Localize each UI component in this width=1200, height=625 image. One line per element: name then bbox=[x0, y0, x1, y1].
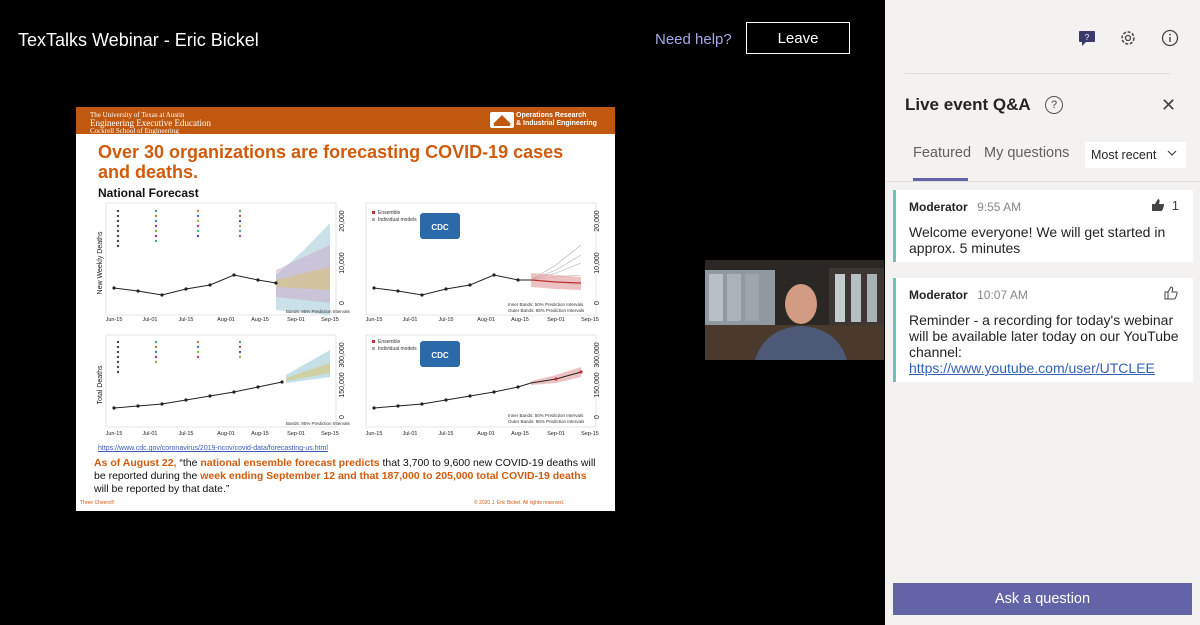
svg-text:Sep-01: Sep-01 bbox=[547, 431, 565, 437]
event-title: TexTalks Webinar - Eric Bickel bbox=[18, 30, 259, 50]
youtube-link[interactable]: https://www.youtube.com/user/UTCLEE bbox=[909, 360, 1155, 376]
svg-text:Sep-01: Sep-01 bbox=[287, 317, 305, 323]
slide-quote: As of August 22, “the national ensemble forecast predicts that 3,700 to 9,600 new COVID-19 deaths will be reported during the week ending September 12 and that 187,000 to 205,000 total COVID-19 deaths will be reported by that date.” bbox=[94, 457, 596, 495]
question-card bbox=[893, 278, 1193, 382]
svg-text:Jun-15: Jun-15 bbox=[365, 317, 383, 323]
slide-heading: Over 30 organizations are forecasting COVID-19 cases and deaths. bbox=[98, 142, 564, 182]
slide-footer-left: Three Cheers® bbox=[80, 500, 115, 506]
panel-title: Live event Q&A bbox=[905, 95, 1031, 114]
question-author: Moderator bbox=[909, 200, 968, 214]
ut-logo-text: The University of Texas at Austin Engineering Executive Education Cockrell School of Engineering bbox=[90, 111, 211, 135]
svg-text:Sep-01: Sep-01 bbox=[287, 431, 305, 437]
svg-text:150,000: 150,000 bbox=[339, 372, 346, 398]
bands-note-tl: Bands: 95% Prediction Intervals bbox=[286, 309, 350, 314]
svg-text:CDC: CDC bbox=[431, 351, 449, 360]
svg-text:Ensemble: Ensemble bbox=[378, 339, 401, 345]
svg-text:Outer Bands: 95% Prediction In: Outer Bands: 95% Prediction Intervals bbox=[508, 419, 585, 424]
source-url: https://www.cdc.gov/coronavirus/2019-ncov/covid-data/forecasting-us.html bbox=[98, 445, 328, 452]
svg-text:10,000: 10,000 bbox=[339, 252, 346, 274]
svg-text:Jun-15: Jun-15 bbox=[365, 431, 383, 437]
sort-label: Most recent bbox=[1091, 148, 1157, 162]
svg-text:Sep-15: Sep-15 bbox=[321, 431, 339, 437]
tab-my-questions[interactable]: My questions bbox=[984, 145, 1070, 161]
question-author: Moderator bbox=[909, 288, 968, 302]
ylabel-total: Total Deaths bbox=[97, 365, 104, 405]
svg-text:Jul-15: Jul-15 bbox=[178, 317, 194, 323]
svg-text:Jul-15: Jul-15 bbox=[438, 317, 454, 323]
svg-text:CDC: CDC bbox=[431, 223, 449, 232]
slide-footer-right: © 2020 J. Eric Bickel. All rights reserved. bbox=[474, 500, 565, 506]
svg-text:Ensemble: Ensemble bbox=[378, 210, 401, 216]
svg-text:Jul-01: Jul-01 bbox=[142, 431, 158, 437]
svg-text:150,000: 150,000 bbox=[594, 372, 601, 398]
svg-text:Aug-15: Aug-15 bbox=[251, 431, 269, 437]
svg-text:Outer Bands: 95% Prediction In: Outer Bands: 95% Prediction Intervals bbox=[508, 308, 585, 313]
forecast-charts bbox=[86, 185, 606, 437]
close-icon[interactable]: ✕ bbox=[1161, 95, 1177, 115]
svg-text:Aug-01: Aug-01 bbox=[217, 431, 235, 437]
like-button[interactable] bbox=[1150, 197, 1179, 213]
svg-text:Individual models: Individual models bbox=[378, 346, 417, 352]
chat-icon[interactable] bbox=[1077, 28, 1097, 48]
svg-text:Jun-15: Jun-15 bbox=[105, 431, 123, 437]
svg-text:Aug-01: Aug-01 bbox=[217, 317, 235, 323]
svg-text:Aug-15: Aug-15 bbox=[251, 317, 269, 323]
qa-panel bbox=[885, 0, 1200, 625]
svg-text:Jul-01: Jul-01 bbox=[402, 317, 418, 323]
svg-text:Jul-15: Jul-15 bbox=[178, 431, 194, 437]
tab-featured[interactable]: Featured bbox=[913, 145, 972, 161]
svg-text:Sep-01: Sep-01 bbox=[547, 317, 565, 323]
question-text: Welcome everyone! We will get started in approx. 5 minutes bbox=[909, 224, 1166, 256]
like-count: 1 bbox=[1171, 197, 1179, 213]
svg-text:Jul-15: Jul-15 bbox=[438, 431, 454, 437]
svg-text:300,000: 300,000 bbox=[339, 342, 346, 368]
slide-header-bar bbox=[76, 107, 615, 134]
svg-text:Aug-15: Aug-15 bbox=[511, 317, 529, 323]
shared-slide bbox=[76, 107, 615, 511]
chevron-down-icon bbox=[1166, 147, 1178, 162]
thumbs-up-icon bbox=[1150, 197, 1166, 213]
sort-dropdown[interactable] bbox=[1085, 142, 1186, 168]
tabs-divider bbox=[885, 181, 1200, 182]
svg-text:0: 0 bbox=[339, 301, 346, 305]
help-link[interactable]: Need help? bbox=[655, 31, 732, 48]
svg-text:Sep-15: Sep-15 bbox=[581, 317, 599, 323]
slide-subheading: National Forecast bbox=[98, 186, 199, 200]
question-text: Reminder - a recording for today's webinar will be available later today on our YouTube channel: https://www.youtube.com/user/UTCLEE bbox=[909, 312, 1179, 376]
gear-icon[interactable] bbox=[1118, 28, 1138, 48]
svg-text:Bands: 95% Prediction Interval: Bands: 95% Prediction Intervals bbox=[286, 421, 350, 426]
presenter-video bbox=[705, 260, 884, 360]
svg-text:300,000: 300,000 bbox=[594, 342, 601, 368]
svg-text:Inner Bands: 50% Prediction In: Inner Bands: 50% Prediction Intervals bbox=[508, 302, 584, 307]
svg-text:Aug-01: Aug-01 bbox=[477, 317, 495, 323]
svg-text:Inner Bands: 50% Prediction In: Inner Bands: 50% Prediction Intervals bbox=[508, 413, 584, 418]
svg-text:Aug-01: Aug-01 bbox=[477, 431, 495, 437]
svg-text:Sep-15: Sep-15 bbox=[321, 317, 339, 323]
question-card bbox=[893, 190, 1193, 262]
svg-text:Jul-01: Jul-01 bbox=[402, 431, 418, 437]
svg-text:Aug-15: Aug-15 bbox=[511, 431, 529, 437]
svg-text:0: 0 bbox=[594, 301, 601, 305]
help-icon[interactable]: ? bbox=[1045, 96, 1063, 114]
svg-text:0: 0 bbox=[594, 415, 601, 419]
svg-text:10,000: 10,000 bbox=[594, 252, 601, 274]
panel-divider bbox=[905, 73, 1171, 74]
svg-text:?: ? bbox=[1084, 33, 1090, 42]
dept-name: Operations Research & Industrial Engineering bbox=[516, 112, 597, 127]
svg-text:Jul-01: Jul-01 bbox=[142, 317, 158, 323]
question-time: 10:07 AM bbox=[977, 288, 1028, 302]
svg-text:Individual models: Individual models bbox=[378, 217, 417, 223]
ask-question-button[interactable]: Ask a question bbox=[893, 583, 1192, 615]
like-button[interactable] bbox=[1163, 285, 1179, 301]
question-time: 9:55 AM bbox=[977, 200, 1022, 214]
svg-text:20,000: 20,000 bbox=[339, 210, 346, 232]
svg-text:0: 0 bbox=[339, 415, 346, 419]
orie-logo bbox=[490, 112, 514, 128]
svg-text:20,000: 20,000 bbox=[594, 210, 601, 232]
svg-text:Sep-15: Sep-15 bbox=[581, 431, 599, 437]
svg-text:Jun-15: Jun-15 bbox=[105, 317, 123, 323]
thumbs-up-icon bbox=[1163, 285, 1179, 301]
leave-button[interactable]: Leave bbox=[746, 22, 850, 54]
ylabel-weekly: New Weekly Deaths bbox=[97, 231, 104, 295]
panel-total-all bbox=[106, 335, 336, 427]
info-icon[interactable] bbox=[1160, 28, 1180, 48]
